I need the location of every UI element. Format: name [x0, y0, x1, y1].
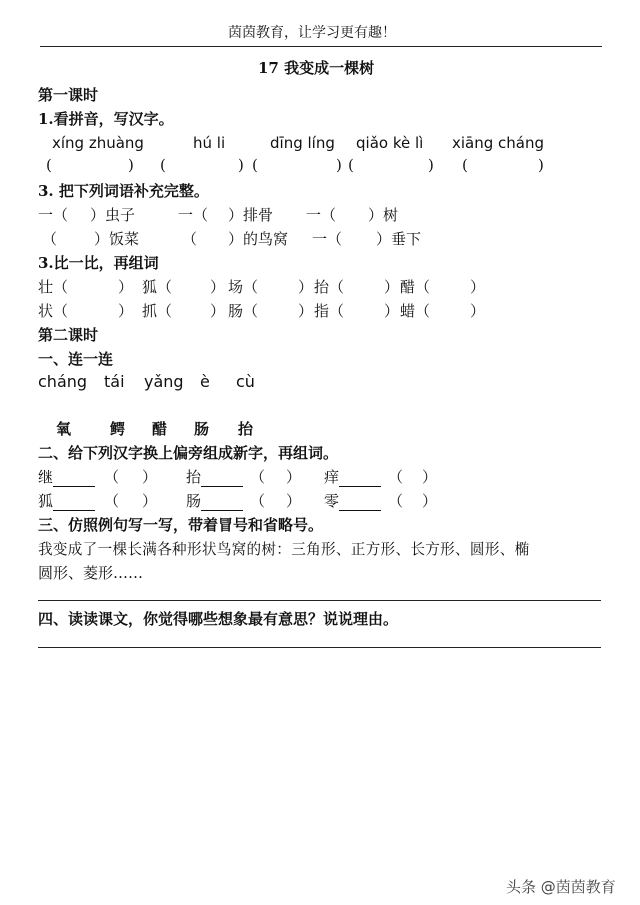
s2-r1-char-3: [324, 466, 381, 487]
s2-r1-blank-2[interactable]: [201, 472, 243, 487]
q3-r1-1: 壮（: [38, 278, 69, 296]
q3-r1-4: 抬（: [314, 278, 345, 296]
s2-r2-char-1-text: 狐: [38, 492, 54, 510]
s3-example-line-2: 圆形、菱形……: [38, 564, 144, 582]
s2-r2-close-2: ）: [286, 492, 302, 510]
q2-r1-e: 一（: [306, 206, 337, 224]
s2-r1-open-2: （: [250, 468, 266, 486]
q2-r2-d: ）的鸟窝: [228, 230, 289, 248]
s2-r1-close-2: ）: [286, 468, 302, 486]
s4-title: 四、读读课文，你觉得哪些想象最有意思？说说理由。: [38, 610, 399, 628]
q2-r2-b: ）饭菜: [94, 230, 140, 248]
lesson1-heading: 第一课时: [38, 86, 99, 104]
q3-r2-2: 抓（: [142, 302, 173, 320]
q3-r1-2c: ）: [210, 278, 226, 296]
s2-r2-open-3: （: [388, 492, 404, 510]
s2-r2-blank-1[interactable]: [53, 496, 95, 511]
q1-bracket-3-open: (: [252, 156, 258, 174]
q3-r1-3: 场（: [228, 278, 259, 296]
q3-r2-1: 状（: [38, 302, 69, 320]
s1-pinyin-2: tái: [104, 372, 125, 391]
page-title: 17 我变成一棵树: [258, 59, 375, 77]
s2-r2-char-1: [38, 490, 95, 511]
s2-r2-char-2-text: 肠: [186, 492, 202, 510]
q1-pinyin-5: xiāng cháng: [452, 134, 545, 152]
q3-title: 3.比一比，再组词: [38, 254, 159, 272]
s2-r2-blank-2[interactable]: [201, 496, 243, 511]
watermark: 头条 @茵茵教育: [506, 878, 616, 896]
q1-bracket-3-close: ): [336, 156, 342, 174]
q3-r2-3c: ）: [298, 302, 314, 320]
q1-bracket-5-open: (: [462, 156, 468, 174]
s2-r2-char-3-text: 零: [324, 492, 340, 510]
q2-r1-d: ）排骨: [228, 206, 274, 224]
q1-bracket-1-close: ): [128, 156, 134, 174]
header-divider: [40, 46, 602, 47]
q3-r1-2: 狐（: [142, 278, 173, 296]
q1-bracket-2-open: (: [160, 156, 166, 174]
q3-r1-4c: ）: [384, 278, 400, 296]
s1-pinyin-1: cháng: [38, 372, 88, 391]
q3-r1-3c: ）: [298, 278, 314, 296]
s1-char-3: 醋: [152, 420, 168, 438]
s1-char-2: 鳄: [110, 420, 126, 438]
q1-pinyin-2: hú li: [193, 134, 226, 152]
s2-r2-open-2: （: [250, 492, 266, 510]
q1-pinyin-4: qiǎo kè lì: [356, 134, 424, 152]
q1-pinyin-1: xíng zhuàng: [52, 134, 144, 152]
q1-bracket-1-open: (: [46, 156, 52, 174]
s2-r1-char-3-text: 痒: [324, 468, 340, 486]
q1-title: 1.看拼音，写汉字。: [38, 110, 174, 128]
answer-line-1[interactable]: [38, 600, 601, 601]
s2-r1-blank-1[interactable]: [53, 472, 95, 487]
q3-r2-5c: ）: [470, 302, 486, 320]
q2-r1-a: 一（: [38, 206, 69, 224]
q2-title: 3. 把下列词语补充完整。: [38, 182, 209, 200]
s2-r1-close-1: ）: [142, 468, 158, 486]
s3-example-line-1: 我变成了一棵长满各种形状鸟窝的树：三角形、正方形、长方形、圆形、椭: [38, 541, 530, 558]
q3-r2-4c: ）: [384, 302, 400, 320]
q2-r1-f: ）树: [368, 206, 399, 224]
s2-r2-close-1: ）: [142, 492, 158, 510]
s2-r2-blank-3[interactable]: [339, 496, 381, 511]
s2-r1-char-2-text: 抬: [186, 468, 202, 486]
s1-pinyin-5: cù: [236, 372, 255, 391]
s2-r1-char-2: [186, 466, 243, 487]
q1-bracket-5-close: ): [538, 156, 544, 174]
s2-r2-char-2: [186, 490, 243, 511]
s1-title: 一、连一连: [38, 350, 114, 368]
q2-r1-c: 一（: [178, 206, 209, 224]
s1-char-4: 肠: [194, 420, 210, 438]
q2-r2-e: 一（: [312, 230, 343, 248]
q3-r1-5c: ）: [470, 278, 486, 296]
q1-bracket-4-open: (: [348, 156, 354, 174]
answer-line-2[interactable]: [38, 647, 601, 648]
s2-r1-open-1: （: [104, 468, 120, 486]
q1-bracket-4-close: ): [428, 156, 434, 174]
s1-char-1: 氧: [56, 420, 72, 438]
s2-r1-blank-3[interactable]: [339, 472, 381, 487]
q3-r2-2c: ）: [210, 302, 226, 320]
q2-r2-c: （: [182, 230, 198, 248]
q3-r2-3: 肠（: [228, 302, 259, 320]
s1-char-5: 抬: [238, 420, 254, 438]
q2-r2-a: （: [42, 230, 58, 248]
q2-r1-b: ）虫子: [90, 206, 136, 224]
page-header: 茵茵教育，让学习更有趣！: [228, 25, 396, 41]
s2-title: 二、给下列汉字换上偏旁组成新字，再组词。: [38, 444, 339, 462]
q2-r2-f: ）垂下: [376, 230, 422, 248]
s2-r1-char-1: [38, 466, 95, 487]
q3-r2-1c: ）: [118, 302, 134, 320]
q1-bracket-2-close: ): [238, 156, 244, 174]
s2-r1-close-3: ）: [422, 468, 438, 486]
q3-r1-5: 醋（: [400, 278, 431, 296]
q1-pinyin-3: dīng líng: [270, 134, 335, 152]
s2-r2-open-1: （: [104, 492, 120, 510]
s1-pinyin-3: yǎng: [144, 372, 184, 391]
s3-title: 三、仿照例句写一写，带着冒号和省略号。: [38, 516, 324, 534]
s1-pinyin-4: è: [200, 372, 210, 391]
s2-r2-char-3: [324, 490, 381, 511]
s2-r2-close-3: ）: [422, 492, 438, 510]
q3-r1-1c: ）: [118, 278, 134, 296]
s2-r1-open-3: （: [388, 468, 404, 486]
q3-r2-5: 蜡（: [400, 302, 431, 320]
s2-r1-char-1-text: 继: [38, 468, 54, 486]
lesson2-heading: 第二课时: [38, 326, 99, 344]
q3-r2-4: 指（: [314, 302, 345, 320]
